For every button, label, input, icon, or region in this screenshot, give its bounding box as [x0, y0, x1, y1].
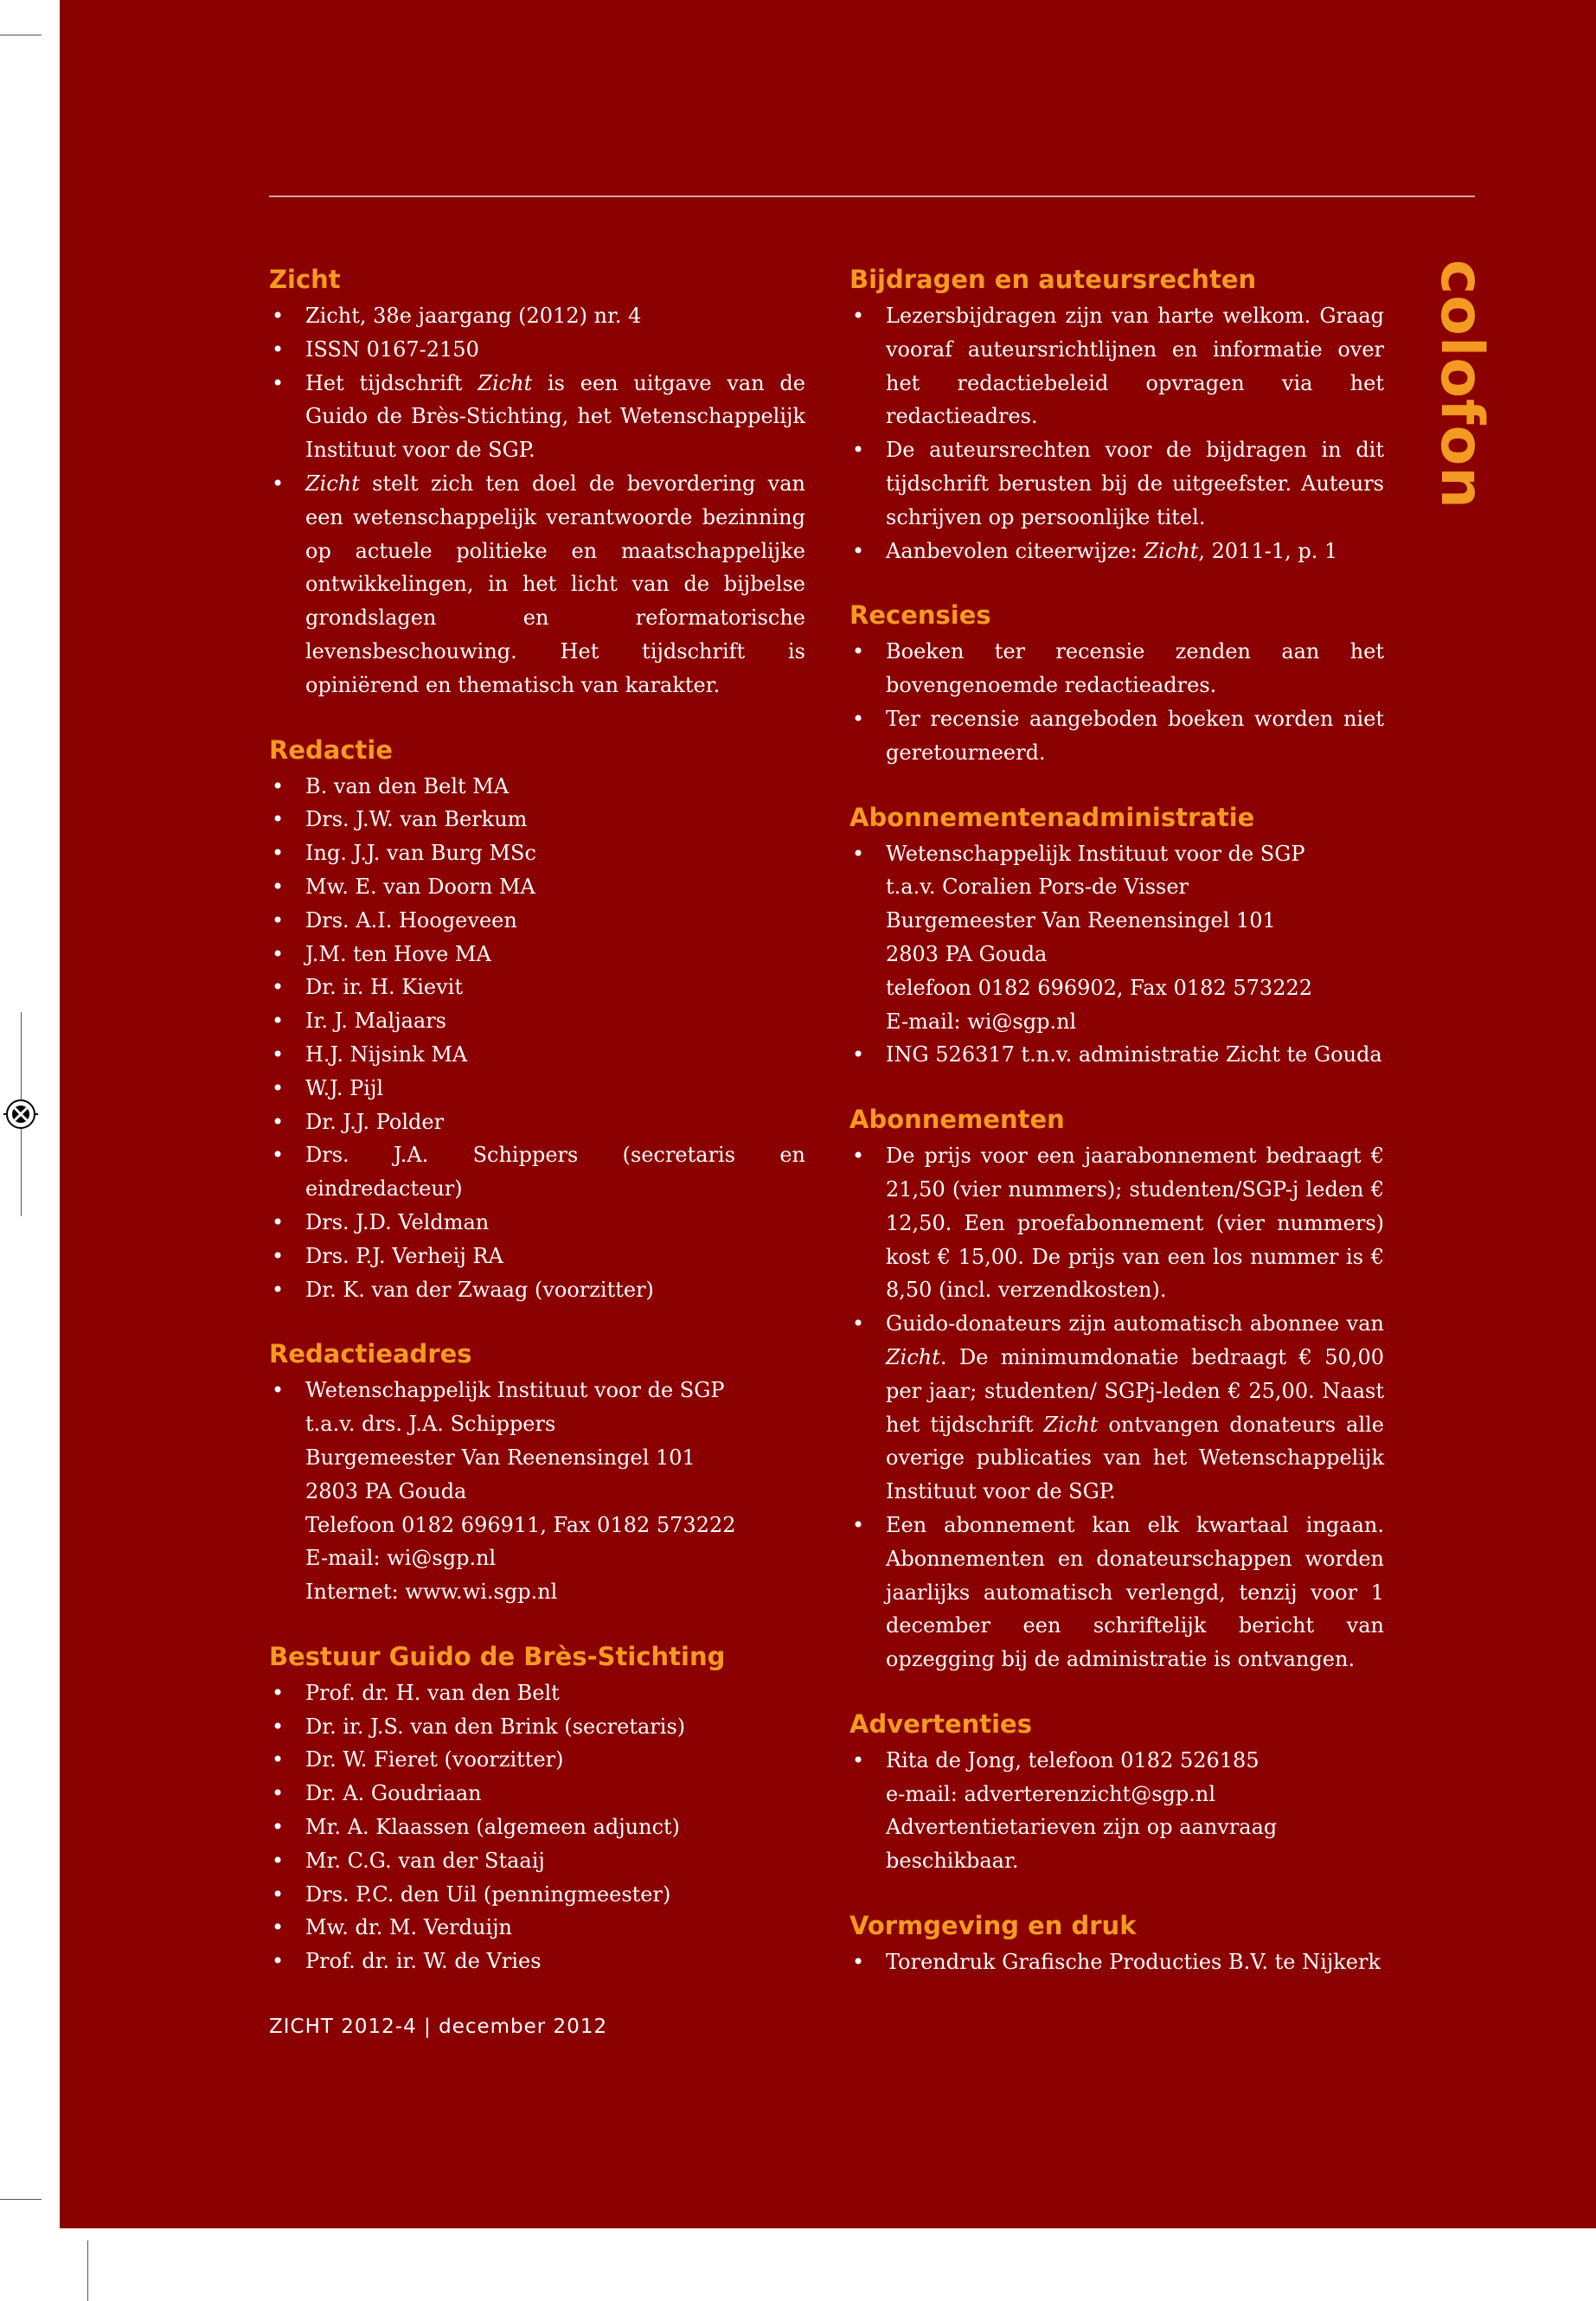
advertenties-list — [849, 1744, 1384, 1878]
list-item: • Dr. W. Fieret (voorzitter) — [269, 1743, 805, 1777]
journal-name: Zicht — [478, 370, 533, 395]
section-title-abonnementenadministratie: Abonnementenadministratie — [849, 802, 1255, 832]
bijdragen-list — [849, 299, 1384, 567]
list-item: • Dr. A. Goudriaan — [269, 1777, 805, 1811]
section-title-bijdragen: Bijdragen en auteursrechten — [849, 265, 1257, 294]
list-item — [849, 535, 1384, 568]
list-item: • Mr. C.G. van der Staaij — [269, 1844, 805, 1878]
address-line: t.a.v. drs. J.A. Schippers — [305, 1412, 556, 1437]
section-bestuur — [269, 1640, 805, 1978]
list-item: • Ing. J.J. van Burg MSc — [269, 836, 805, 870]
list-item: • Ir. J. Maljaars — [269, 1004, 805, 1038]
address-line: • Wetenschappelijk Instituut voor de SGP — [886, 841, 1305, 866]
journal-name: Zicht — [305, 471, 360, 496]
zicht-list — [269, 299, 805, 702]
section-title-zicht: Zicht — [269, 265, 341, 294]
list-item: • Dr. ir. J.S. van den Brink (secretaris) — [269, 1710, 805, 1744]
list-item: • Drs. A.I. Hoogeveen — [269, 904, 805, 938]
top-rule — [269, 195, 1475, 197]
colofon-side-label: colofon — [1427, 260, 1496, 510]
vormgeving-list — [849, 1945, 1384, 1979]
abonnementen-list — [849, 1139, 1384, 1676]
redactieadres-list — [269, 1374, 805, 1609]
list-item: • W.J. Pijl — [269, 1072, 805, 1106]
contact-line: e-mail: adverterenzicht@sgp.nl — [886, 1781, 1215, 1806]
list-item: • Dr. K. van der Zwaag (voorzitter) — [269, 1273, 805, 1307]
crop-mark-bottom-left — [0, 2199, 42, 2200]
list-item — [269, 467, 805, 702]
text: Guido-donateurs zijn automatisch abonnee van — [886, 1311, 1384, 1336]
list-item: • Een abonnement kan elk kwartaal ingaan. Abonnementen en donateurschappen worden jaarlijks automatisch verlengd, tenzij voor 1 december een schriftelijk bericht van opzegging bij de administratie is ontvangen. — [849, 1509, 1384, 1676]
list-item: • ING 526317 t.n.v. administratie Zicht te Gouda — [849, 1038, 1384, 1072]
list-item: • Drs. P.J. Verheij RA — [269, 1240, 805, 1273]
list-item: • Prof. dr. ir. W. de Vries — [269, 1945, 805, 1978]
address-line: telefoon 0182 696902, Fax 0182 573222 — [886, 975, 1312, 1000]
text: . De minimumdonatie bedraagt € 50,00 per jaar; studenten/ SGPj-leden € 25,00. Naast het tijdschrift — [886, 1344, 1384, 1437]
address-line: t.a.v. Coralien Pors-de Visser — [886, 875, 1189, 900]
list-item: • De prijs voor een jaarabonnement bedraagt € 21,50 (vier nummers); studenten/SGP-j leden € 12,50. Een proefabonnement (vier nummers) kost € 15,00. De prijs van een los nummer is € 8,50 (incl. verzendkosten). — [849, 1139, 1384, 1307]
address-line: 2803 PA Gouda — [886, 941, 1048, 966]
text: , 2011-1, p. 1 — [1198, 538, 1338, 563]
list-item: • Dr. J.J. Polder — [269, 1106, 805, 1139]
address-block — [849, 837, 1384, 1039]
text: ontvangen donateurs alle overige publicaties van het Wetenschappelijk Instituut voor de SGP. — [886, 1412, 1384, 1504]
list-item: • Boeken ter recensie zenden aan het bovengenoemde redactieadres. — [849, 635, 1384, 702]
section-abonnementenadministratie — [849, 801, 1384, 1073]
section-title-redactie: Redactie — [269, 734, 393, 765]
journal-name: Zicht — [886, 1344, 940, 1369]
contact-line: • Rita de Jong, telefoon 0182 526185 — [886, 1747, 1259, 1772]
bestuur-list — [269, 1676, 805, 1978]
list-item: • Prof. dr. H. van den Belt — [269, 1676, 805, 1710]
crop-mark-bottom-vertical — [87, 2240, 88, 2301]
section-title-advertenties: Advertenties — [849, 1708, 1032, 1739]
section-title-bestuur: Bestuur Guido de Brès-Stichting — [269, 1641, 726, 1671]
list-item: • Drs. J.W. van Berkum — [269, 803, 805, 836]
address-line: Internet: www.wi.sgp.nl — [305, 1580, 558, 1605]
list-item: • Torendruk Grafische Producties B.V. te Nijkerk — [849, 1945, 1384, 1979]
right-column — [849, 263, 1384, 2010]
contact-line: Advertentietarieven zijn op aanvraag beschikbaar. — [886, 1815, 1278, 1874]
journal-name: Zicht — [1144, 538, 1199, 563]
list-item: • ISSN 0167-2150 — [269, 333, 805, 367]
section-vormgeving — [849, 1909, 1384, 1979]
address-line: Burgemeester Van Reenensingel 101 — [886, 908, 1276, 933]
section-title-vormgeving: Vormgeving en druk — [849, 1911, 1137, 1941]
list-item: • Dr. ir. H. Kievit — [269, 971, 805, 1004]
section-advertenties — [849, 1708, 1384, 1878]
list-item: • J.M. ten Hove MA — [269, 938, 805, 971]
section-zicht — [269, 263, 805, 702]
redactie-list — [269, 770, 805, 1307]
address-block — [269, 1374, 805, 1609]
list-item: • Drs. J.D. Veldman — [269, 1206, 805, 1240]
page-footer: ZICHT 2012-4 | december 2012 — [269, 2016, 608, 2038]
list-item — [849, 1307, 1384, 1509]
list-item: • B. van den Belt MA — [269, 770, 805, 804]
text: stelt zich ten doel de bevordering van een wetenschappelijk verantwoorde bezinning op actuele politieke en maatschappelijke ontwikkelingen, in het licht van de bijbelse grondslagen en reformatorische levensbeschouwing. Het tijdschrift is opiniërend en thematisch van karakter. — [305, 471, 805, 697]
address-line: E-mail: wi@sgp.nl — [886, 1009, 1077, 1034]
section-redactieadres — [269, 1337, 805, 1609]
left-column — [269, 263, 805, 2009]
address-line: Telefoon 0182 696911, Fax 0182 573222 — [305, 1512, 736, 1537]
address-line: • Wetenschappelijk Instituut voor de SGP — [305, 1378, 725, 1403]
recensies-list — [849, 635, 1384, 769]
address-line: E-mail: wi@sgp.nl — [305, 1546, 497, 1571]
list-item: • Drs. P.C. den Uil (penningmeester) — [269, 1878, 805, 1912]
section-recensies — [849, 599, 1384, 769]
address-line: Burgemeester Van Reenensingel 101 — [305, 1445, 695, 1470]
section-bijdragen — [849, 263, 1384, 567]
contact-block — [849, 1744, 1384, 1878]
registration-mark-icon — [3, 1097, 38, 1131]
text: is een uitgave van de Guido de Brès-Stichting, het Wetenschappelijk Instituut voor de SGP. — [305, 370, 805, 463]
section-title-abonnementen: Abonnementen — [849, 1105, 1065, 1135]
journal-name: Zicht — [1043, 1412, 1099, 1437]
list-item: • H.J. Nijsink MA — [269, 1038, 805, 1072]
text: Aanbevolen citeerwijze: — [886, 538, 1144, 563]
section-title-redactieadres: Redactieadres — [269, 1339, 472, 1369]
text: Het tijdschrift — [305, 370, 478, 395]
list-item: • Mw. E. van Doorn MA — [269, 870, 805, 904]
list-item: • Mr. A. Klaassen (algemeen adjunct) — [269, 1811, 805, 1844]
list-item: • Zicht, 38e jaargang (2012) nr. 4 — [269, 299, 805, 333]
address-line: 2803 PA Gouda — [305, 1478, 467, 1503]
section-title-recensies: Recensies — [849, 600, 991, 631]
list-item: • De auteursrechten voor de bijdragen in dit tijdschrift berusten bij de uitgeefster. Auteurs schrijven op persoonlijke titel. — [849, 433, 1384, 534]
list-item: • Drs. J.A. Schippers (secretaris en eindredacteur) — [269, 1138, 805, 1206]
section-abonnementen — [849, 1103, 1384, 1676]
list-item: • Ter recensie aangeboden boeken worden niet geretourneerd. — [849, 702, 1384, 770]
section-redactie — [269, 734, 805, 1307]
list-item: • Lezersbijdragen zijn van harte welkom. Graag vooraf auteursrichtlijnen en informatie over het redactiebeleid opvragen via het redactieadres. — [849, 299, 1384, 433]
list-item — [269, 367, 805, 467]
abonnementenadministratie-list — [849, 837, 1384, 1073]
list-item: • Mw. dr. M. Verduijn — [269, 1911, 805, 1945]
